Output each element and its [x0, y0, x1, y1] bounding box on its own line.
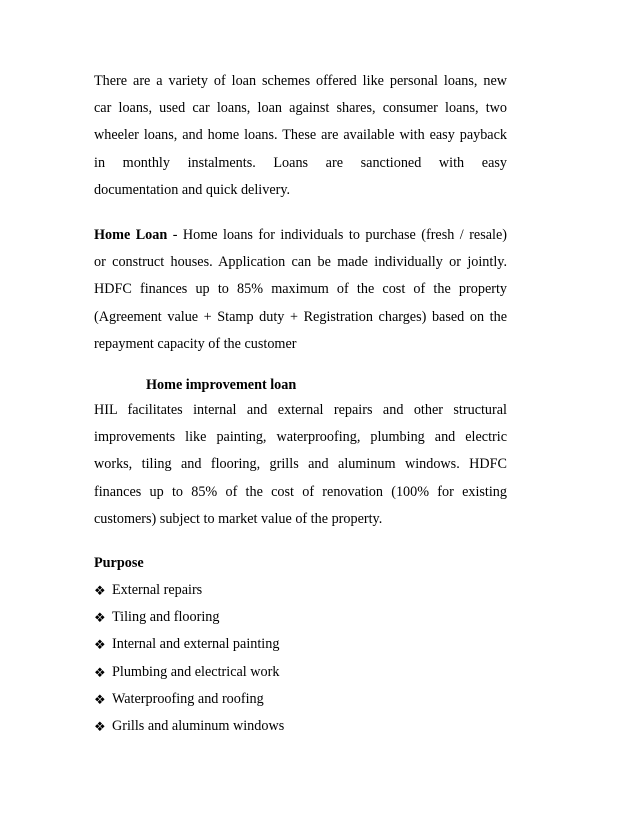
intro-paragraph	[94, 68, 507, 204]
home-loan-line: - Home loans for individuals to purchase (fresh / resale)	[167, 227, 507, 243]
home-improvement-line: works, tiling and flooring, grills and aluminum windows. HDFC	[94, 456, 507, 473]
diamond-bullet-icon: ❖	[94, 610, 106, 626]
list-item	[94, 577, 284, 604]
home-loan-term: Home Loan	[94, 227, 168, 243]
home-loan-line: repayment capacity of the customer	[94, 335, 297, 352]
purpose-item-label: External repairs	[112, 582, 203, 598]
purpose-list	[94, 577, 284, 740]
intro-line: in monthly instalments. Loans are sanctioned with easy	[94, 154, 507, 171]
intro-line: car loans, used car loans, loan against shares, consumer loans, two	[94, 100, 507, 117]
intro-line: documentation and quick delivery.	[94, 181, 291, 198]
purpose-item-label: Grills and aluminum windows	[112, 717, 285, 734]
list-item	[94, 631, 284, 658]
intro-line: There are a variety of loan schemes offered like personal loans, new	[94, 73, 507, 89]
purpose-item-label: Waterproofing and roofing	[112, 690, 264, 707]
home-improvement-line: customers) subject to market value of the property.	[94, 510, 383, 527]
intro-line: wheeler loans, and home loans. These are available with easy payback	[94, 127, 507, 144]
home-loan-line: HDFC finances up to 85% maximum of the cost of the property	[94, 281, 507, 298]
home-improvement-line: improvements like painting, waterproofing, plumbing and electric	[94, 429, 507, 446]
purpose-item-label: Tiling and flooring	[112, 609, 220, 626]
home-improvement-heading: Home improvement loan	[146, 377, 297, 393]
list-item	[94, 604, 284, 631]
home-improvement-line: finances up to 85% of the cost of renovation (100% for existing	[94, 483, 507, 500]
home-loan-first-line	[94, 222, 507, 249]
diamond-bullet-icon: ❖	[94, 664, 106, 680]
home-loan-line: or construct houses. Application can be made individually or jointly.	[94, 254, 507, 271]
home-loan-line: (Agreement value + Stamp duty + Registration charges) based on the	[94, 308, 507, 325]
home-improvement-paragraph	[94, 397, 507, 533]
diamond-bullet-icon: ❖	[94, 637, 106, 653]
diamond-bullet-icon: ❖	[94, 691, 106, 707]
home-improvement-line: HIL facilitates internal and external repairs and other structural	[94, 402, 507, 418]
diamond-bullet-icon: ❖	[94, 583, 106, 598]
purpose-heading: Purpose	[94, 555, 144, 571]
list-item	[94, 686, 284, 713]
purpose-item-label: Internal and external painting	[112, 636, 280, 653]
home-loan-paragraph	[94, 222, 507, 358]
list-item	[94, 659, 284, 686]
purpose-item-label: Plumbing and electrical work	[112, 663, 280, 680]
list-item	[94, 713, 284, 740]
diamond-bullet-icon: ❖	[94, 718, 106, 734]
